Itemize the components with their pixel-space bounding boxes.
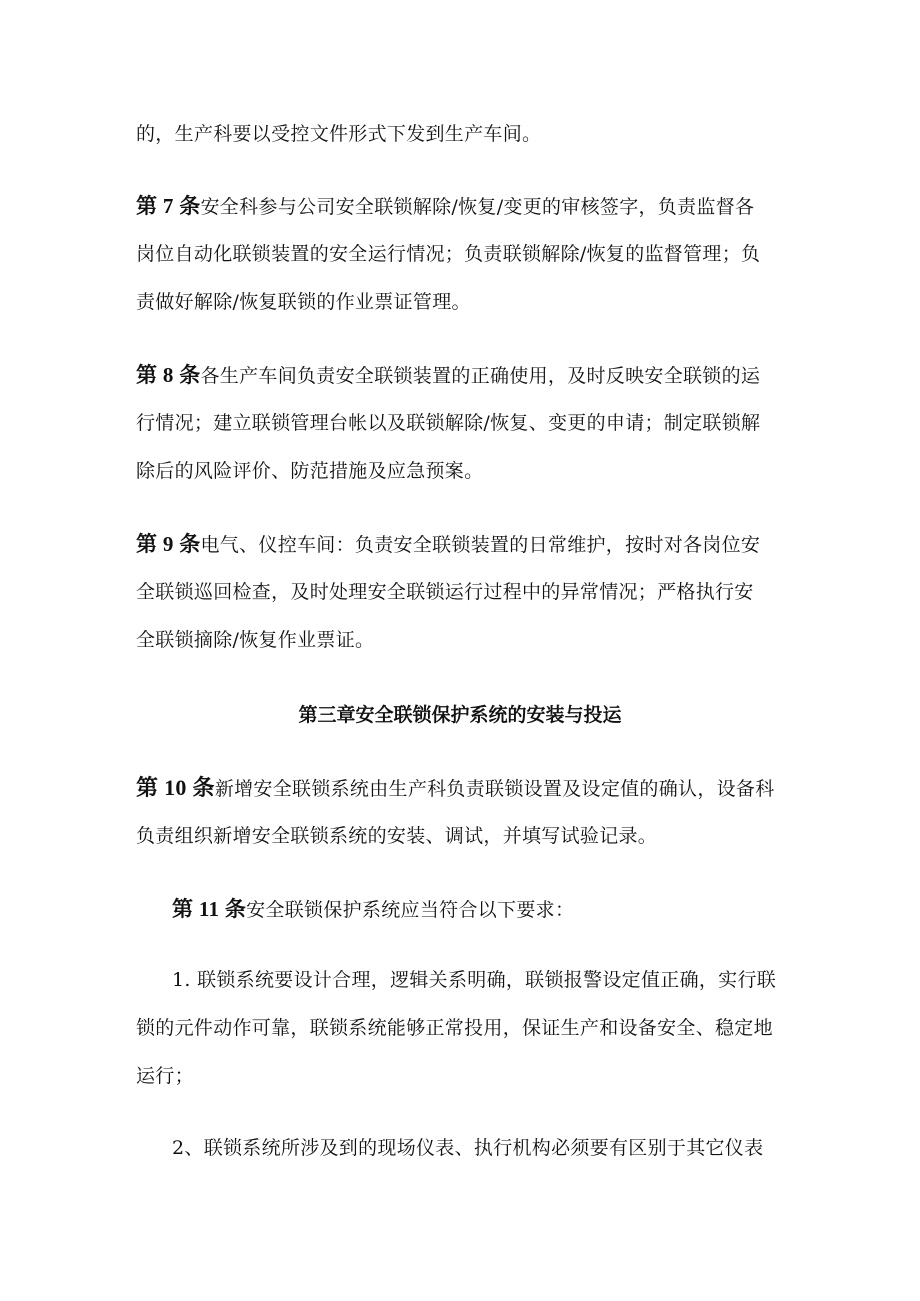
text-line: 除后的风险评价、防范措施及应急预案。: [136, 460, 484, 482]
text-line: 锁的元件动作可靠，联锁系统能够正常投用，保证生产和设备安全、稳定地: [136, 1017, 773, 1039]
text-line: 全联锁摘除/恢复作业票证。: [136, 629, 375, 651]
text-line: 1. 联锁系统要设计合理，逻辑关系明确，联锁报警设定值正确，实行联: [172, 969, 777, 991]
article-11: [172, 885, 786, 933]
text-line: [136, 520, 786, 568]
article-9: [136, 520, 786, 664]
text-line: [172, 885, 786, 933]
chapter-heading: 第三章安全联锁保护系统的安装与投运: [298, 704, 622, 726]
text-line: 责做好解除/恢复联锁的作业票证管理。: [136, 291, 471, 313]
article-label: 第 11 条: [172, 897, 247, 921]
article-label: 第 8 条: [136, 363, 201, 387]
article-text: 各生产车间负责安全联锁装置的正确使用，及时反映安全联锁的运: [200, 365, 761, 387]
article-label: 第 9 条: [136, 532, 201, 556]
list-item-1: [136, 956, 786, 1100]
article-8: [136, 351, 786, 495]
text-line: 负责组织新增安全联锁系统的安装、调试，并填写试验记录。: [136, 825, 658, 847]
text-line: 的，生产科要以受控文件形式下发到生产车间。: [136, 123, 542, 145]
article-label: 第 7 条: [136, 194, 201, 218]
paragraph-continuation: [136, 110, 786, 158]
text-line: 全联锁巡回检查，及时处理安全联锁运行过程中的异常情况；严格执行安: [136, 581, 754, 603]
article-text: 安全联锁保护系统应当符合以下要求：: [246, 899, 575, 921]
article-text: 新增安全联锁系统由生产科负责联锁设置及设定值的确认，设备科: [214, 778, 775, 800]
text-line: 岗位自动化联锁装置的安全运行情况；负责联锁解除/恢复的监督管理；负: [136, 243, 761, 265]
text-line: [136, 764, 786, 812]
list-item-2: [136, 1124, 786, 1172]
text-line: [136, 182, 786, 230]
text-line: 2、联锁系统所涉及到的现场仪表、执行机构必须要有区别于其它仪表: [172, 1137, 764, 1159]
article-7: [136, 182, 786, 326]
article-text: 电气、仪控车间：负责安全联锁装置的日常维护，按时对各岗位安: [200, 534, 761, 556]
article-text: 安全科参与公司安全联锁解除/恢复/变更的审核签字，负责监督各: [200, 196, 755, 218]
article-label: 第 10 条: [136, 775, 215, 800]
text-line: [136, 351, 786, 399]
text-line: 行情况；建立联锁管理台帐以及联锁解除/恢复、变更的申请；制定联锁解: [136, 412, 761, 434]
text-line: 运行；: [136, 1065, 194, 1087]
article-10: [136, 764, 786, 860]
